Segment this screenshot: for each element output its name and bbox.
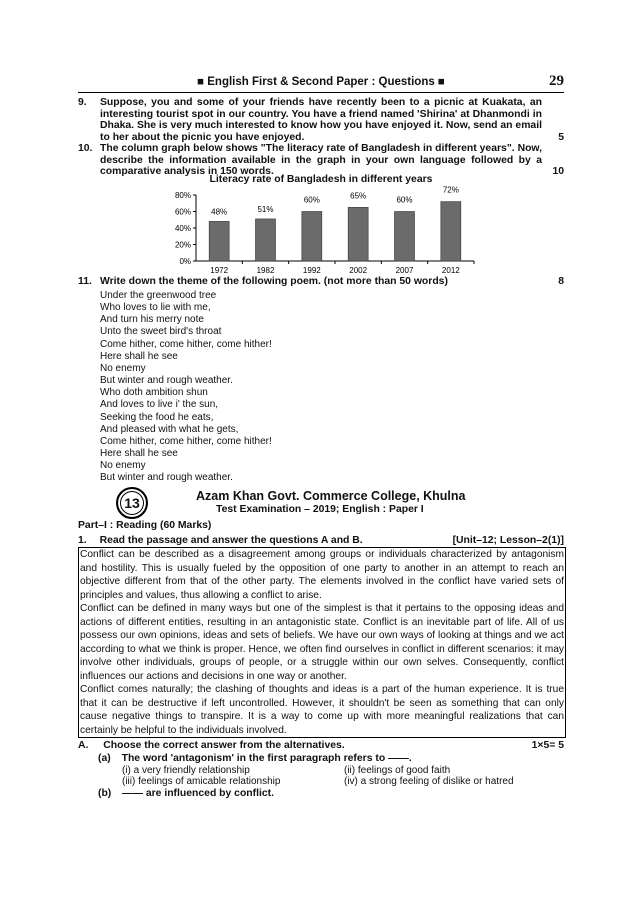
header-title: ■ English First & Second Paper : Questions ■ — [197, 76, 445, 88]
y-tick-label: 40% — [174, 224, 191, 233]
data-label: 48% — [211, 207, 228, 217]
question-11 — [78, 276, 564, 288]
poem-line: And loves to live i' the sun, — [100, 399, 219, 411]
poem-line: But winter and rough weather. — [100, 375, 233, 387]
question-marks: 10 — [552, 166, 564, 178]
data-label: 72% — [442, 186, 459, 195]
question-number: 11. — [78, 276, 92, 287]
poem-line: No enemy — [100, 460, 146, 472]
bar-1972 — [209, 221, 229, 261]
bar-1982 — [256, 219, 276, 261]
question-number: 1. — [78, 535, 87, 546]
page-header — [78, 74, 564, 93]
poem-line: Who loves to lie with me, — [100, 302, 211, 314]
sub-question-b — [98, 788, 564, 799]
sub-text: —— are influenced by conflict. — [122, 788, 275, 799]
y-tick-label: 20% — [174, 240, 191, 250]
x-tick-label: 1992 — [302, 266, 321, 275]
x-tick-label: 2007 — [395, 266, 414, 275]
data-label: 60% — [303, 195, 320, 205]
bar-2002 — [348, 207, 368, 261]
question-text: The column graph below shows "The literacy rate of Bangladesh in different years". Now, describe the information available in the graph in your own language followed by a comparative analysis in 150 words. — [100, 143, 542, 178]
section-a — [78, 740, 564, 751]
poem-line: No enemy — [100, 362, 146, 374]
x-tick-label: 1972 — [210, 266, 229, 275]
question-marks: 8 — [558, 276, 564, 287]
poem-line: Come hither, come hither, come hither! — [100, 338, 272, 350]
page-number: 29 — [549, 73, 564, 89]
option-iii: (iii) feelings of amicable relationship — [122, 776, 281, 787]
question-text: Read the passage and answer the questions A and B. — [99, 535, 363, 546]
passage-paragraph: Conflict comes naturally; the clashing of thoughts and ideas is a part of the human experience. It is true that it can be destructive if left uncontrolled. However, it shouldn't be seen as something that can only cause negative things to transpire. It is a way to come up with more meaningful realizations that can certainly be helpful to the individuals involved. — [80, 684, 564, 736]
x-tick-label: 1982 — [256, 266, 275, 275]
exam-title: Test Examination – 2019; English : Paper I — [216, 504, 424, 515]
poem-line: Come hither, come hither, come hither! — [100, 435, 272, 447]
passage-paragraph: Conflict can be defined in many ways but one of the simplest is that it pertains to the opposing ideas and actions of different entities, resulting in an antagonistic state. Conflict is an inevitable part of life. All of us possess our own opinions, ideas and sets of beliefs. We have our own ways of looking at things and we act according to what we think is proper. Hence, we often find ourselves in conflict in different scenarios: it may involve other individuals, groups of people, or a struggle within our own selves. Consequently, conflict influences our actions and decisions in one way or another. — [80, 603, 564, 682]
data-label: 51% — [257, 204, 274, 214]
bar-1992 — [302, 212, 322, 262]
question-text: Suppose, you and some of your friends have recently been to a picnic at Kuakata, an interesting tourist spot in our country. You have a friend named 'Shirina' at Dhanmondi in Dhaka. She is very much interested to know how you have enjoyed it. Now, send an email to her about the picnic you have enjoyed. — [100, 97, 542, 143]
section-label: A. — [78, 740, 89, 751]
poem-line: Seeking the food he eats, — [100, 411, 214, 423]
poem-line: Who doth ambition shun — [100, 387, 208, 399]
reading-question-1 — [78, 535, 564, 546]
poem-line: And pleased with what he gets, — [100, 423, 239, 435]
bar-2012 — [441, 202, 461, 261]
poem-line: And turn his merry note — [100, 314, 204, 326]
poem-line: Unto the sweet bird's throat — [100, 326, 222, 338]
poem-line: Here shall he see — [100, 350, 178, 362]
sub-label: (b) — [98, 788, 112, 799]
option-i: (i) a very friendly relationship — [122, 765, 250, 776]
question-number: 10. — [78, 143, 93, 154]
literacy-bar-chart — [150, 186, 480, 278]
sub-question-a — [98, 753, 564, 764]
poem — [100, 290, 272, 485]
section-marks: 1×5= 5 — [531, 740, 564, 751]
data-label: 65% — [350, 191, 367, 201]
unit-reference: [Unit–12; Lesson–2(1)] — [452, 535, 564, 546]
sub-label: (a) — [98, 753, 111, 764]
option-ii: (ii) feelings of good faith — [344, 765, 451, 776]
question-10 — [78, 143, 564, 178]
question-text: Write down the theme of the following poem. (not more than 50 words) — [100, 276, 448, 287]
passage-paragraph: Conflict can be described as a disagreement among groups or individuals characterized by antagonism and hostility. This is usually fueled by the opposition of one party to another in an attempt to reach an objective different from that of the other party. The elements involved in the conflict have varied sets of principles and values, thus allowing a conflict to arise. — [80, 549, 564, 601]
part-label: Part–I : Reading (60 Marks) — [78, 520, 212, 531]
reading-passage — [78, 547, 566, 738]
poem-line: Under the greenwood tree — [100, 290, 217, 301]
question-number: 9. — [78, 97, 87, 108]
poem-line: Here shall he see — [100, 448, 178, 460]
section-text: Choose the correct answer from the alternatives. — [103, 740, 345, 751]
y-tick-label: 0% — [179, 257, 191, 266]
question-marks: 5 — [558, 131, 564, 143]
x-tick-label: 2002 — [349, 266, 368, 275]
data-label: 60% — [396, 195, 413, 205]
bar-2007 — [395, 212, 415, 262]
college-name: Azam Khan Govt. Commerce College, Khulna — [196, 489, 466, 503]
option-iv: (iv) a strong feeling of dislike or hatred — [344, 776, 514, 787]
y-tick-label: 80% — [174, 191, 191, 200]
x-tick-label: 2012 — [441, 266, 460, 275]
chart-title: Literacy rate of Bangladesh in different years — [209, 174, 433, 185]
question-set-badge: 13 — [116, 487, 148, 519]
sub-text: The word 'antagonism' in the first paragraph refers to ——. — [121, 753, 412, 764]
question-9 — [78, 97, 564, 143]
poem-line: But winter and rough weather. — [100, 472, 233, 484]
y-tick-label: 60% — [174, 207, 191, 217]
